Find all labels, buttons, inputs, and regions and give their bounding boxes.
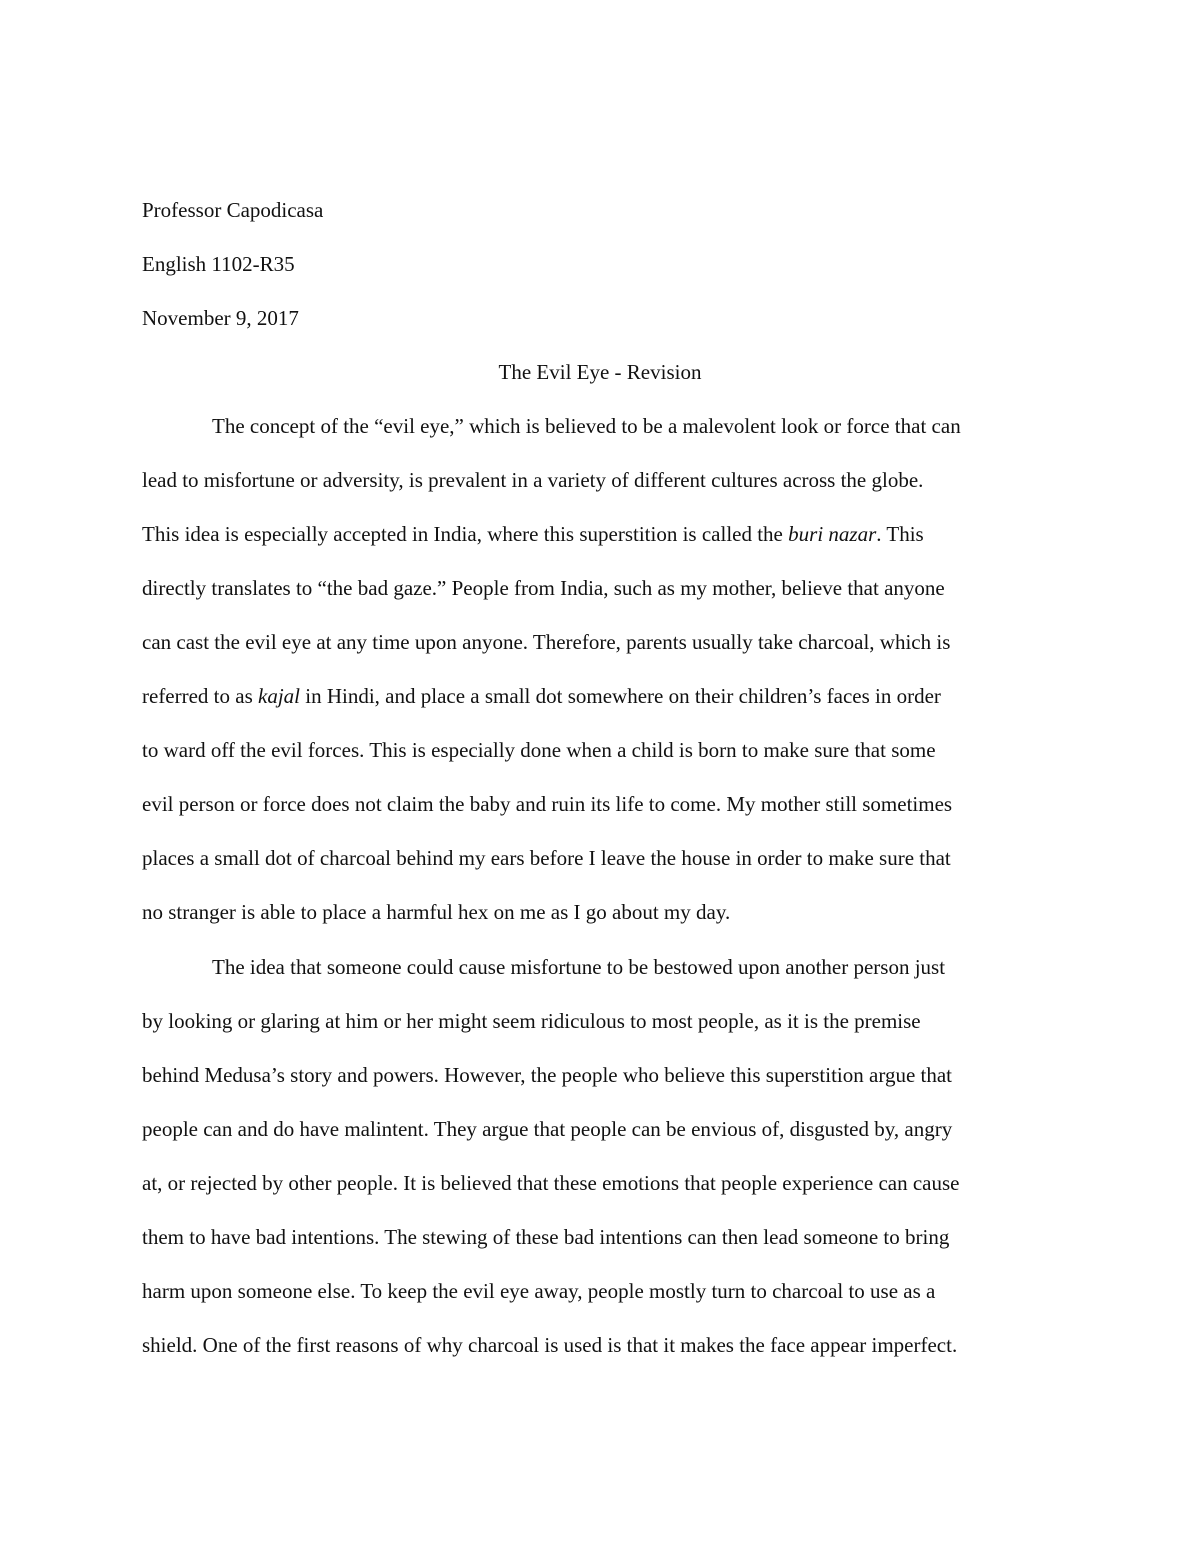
paragraph-2-line-3: behind Medusa’s story and powers. However, the people who believe this superstition argue that — [142, 1063, 953, 1087]
text-segment: referred to as — [142, 684, 259, 708]
text-segment: This idea is especially accepted in India, where this superstition is called the — [142, 522, 789, 546]
paragraph-1-line-1: The concept of the “evil eye,” which is believed to be a malevolent look or force that can — [212, 414, 961, 438]
italic-term-buri-nazar: buri nazar — [788, 522, 877, 546]
paragraph-1-line-4: directly translates to “the bad gaze.” People from India, such as my mother, believe that anyone — [142, 576, 945, 600]
text-segment: in Hindi, and place a small dot somewhere on their children’s faces in order — [300, 684, 941, 708]
paragraph-1-line-7: to ward off the evil forces. This is especially done when a child is born to make sure that some — [142, 738, 936, 762]
paragraph-2-line-1: The idea that someone could cause misfortune to be bestowed upon another person just — [212, 955, 946, 979]
paragraph-2-line-7: harm upon someone else. To keep the evil eye away, people mostly turn to charcoal to use as a — [142, 1279, 936, 1303]
paragraph-2-line-6: them to have bad intentions. The stewing of these bad intentions can then lead someone to bring — [142, 1225, 950, 1249]
paragraph-1-line-2: lead to misfortune or adversity, is prevalent in a variety of different cultures across the globe. — [142, 468, 924, 492]
paragraph-1-line-5: can cast the evil eye at any time upon anyone. Therefore, parents usually take charcoal, which is — [142, 630, 951, 654]
instructor-name: Professor Capodicasa — [142, 198, 324, 222]
paragraph-1-line-3 — [142, 519, 924, 549]
paragraph-1-line-10: no stranger is able to place a harmful hex on me as I go about my day. — [142, 900, 731, 924]
document-date: November 9, 2017 — [142, 306, 299, 330]
text-segment: . This — [876, 522, 924, 546]
paragraph-2-line-2: by looking or glaring at him or her might seem ridiculous to most people, as it is the premise — [142, 1009, 921, 1033]
paragraph-1-line-9: places a small dot of charcoal behind my ears before I leave the house in order to make sure that — [142, 846, 951, 870]
italic-term-kajal: kajal — [258, 684, 301, 708]
paragraph-1-line-6 — [142, 681, 941, 711]
paragraph-2-line-5: at, or rejected by other people. It is believed that these emotions that people experience can cause — [142, 1171, 960, 1195]
course-name: English 1102-R35 — [142, 252, 295, 276]
paragraph-2-line-4: people can and do have malintent. They argue that people can be envious of, disgusted by, angry — [142, 1117, 953, 1141]
paragraph-2-line-8: shield. One of the first reasons of why charcoal is used is that it makes the face appear imperfect. — [142, 1333, 958, 1357]
essay-title: The Evil Eye - Revision — [498, 360, 702, 384]
paragraph-1-line-8: evil person or force does not claim the baby and ruin its life to come. My mother still sometimes — [142, 792, 953, 816]
